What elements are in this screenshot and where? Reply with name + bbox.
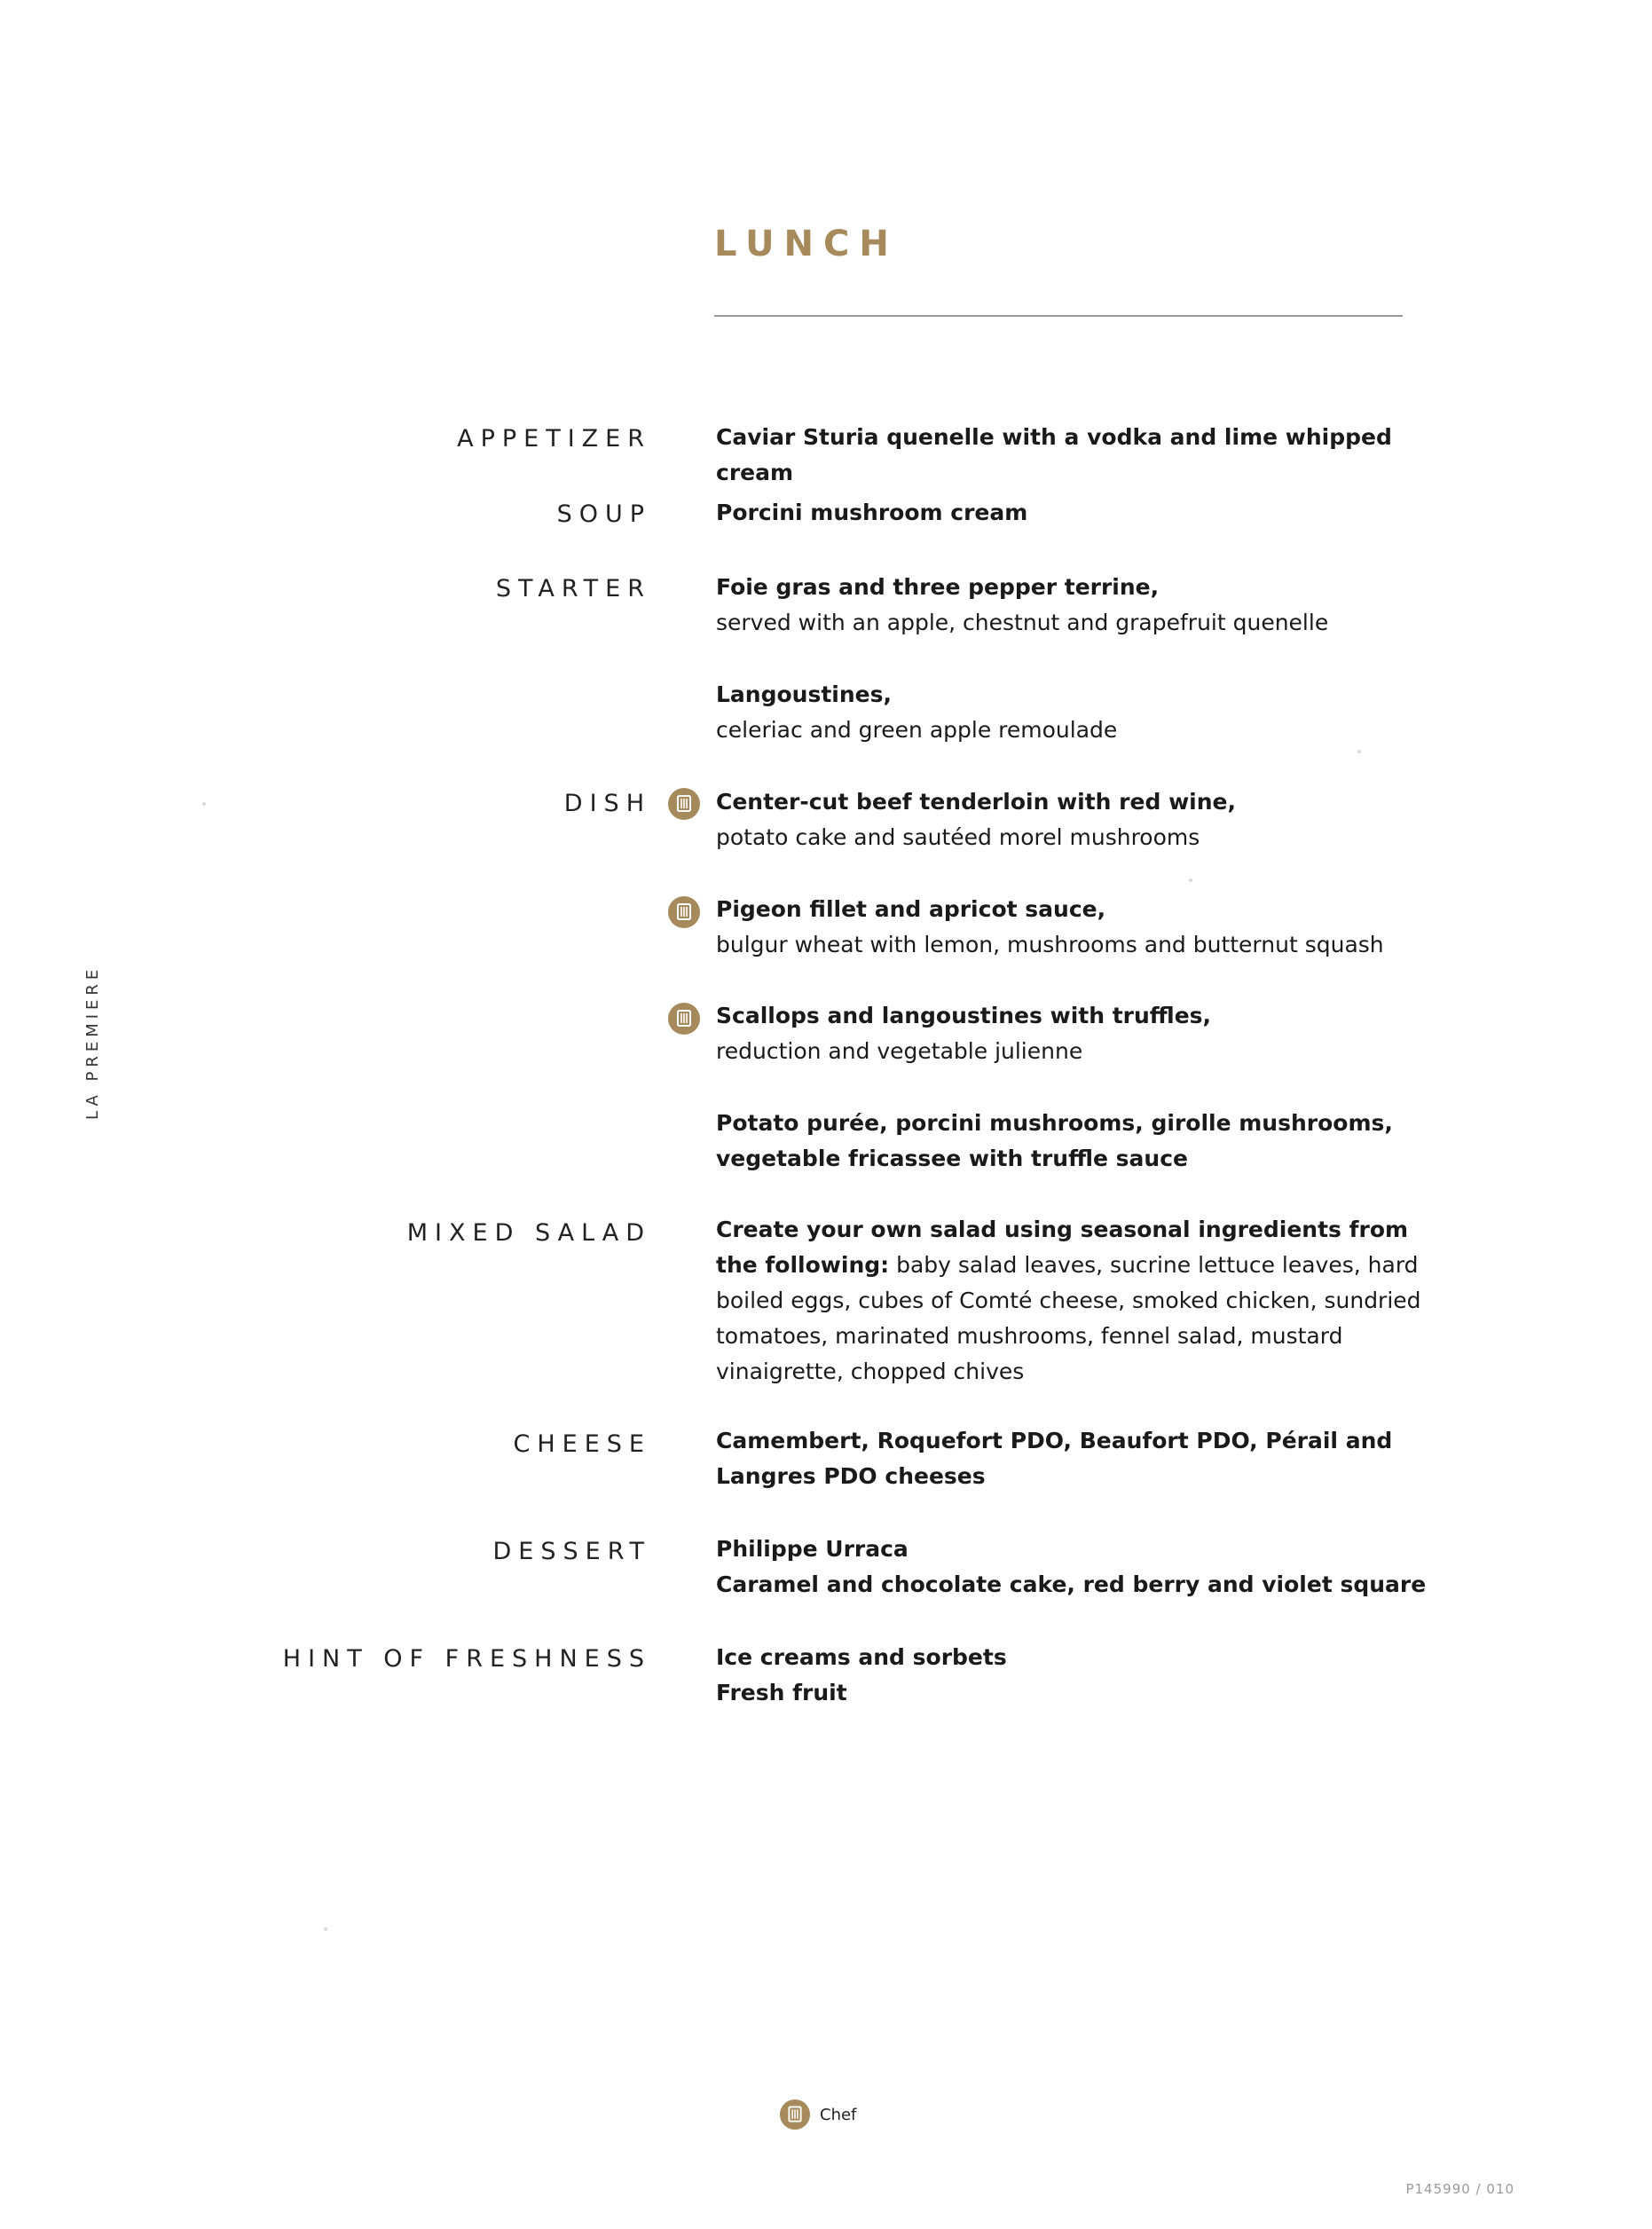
dish-description: bulgur wheat with lemon, mushrooms and butternut squash [716,932,1384,957]
sides-line-2: vegetable fricassee with truffle sauce [716,1146,1188,1171]
reference-code: P145990 / 010 [1405,2181,1514,2197]
menu-item-dish-3 [716,998,1461,1069]
dish-name: Foie gras and three pepper terrine, [716,574,1160,600]
chef-icon [667,895,701,929]
section-label-cheese: CHEESE [513,1430,651,1458]
menu-item-dessert [716,1532,1461,1603]
menu-item-cheese [716,1423,1461,1494]
salad-intro: Create your own salad using seasonal ingredients from the following: [716,1217,1409,1278]
section-label-starter: STARTER [495,575,651,603]
section-label-mixed-salad: MIXED SALAD [406,1219,651,1247]
dessert-name: Caramel and chocolate cake, red berry and violet square [716,1571,1427,1597]
menu-item-mixed-salad [716,1212,1452,1390]
salad-ingredients: baby salad leaves, sucrine lettuce leaves, hard boiled eggs, cubes of Comté cheese, smoked chicken, sundried tomatoes, marinated mushrooms, fennel salad, mustard vinaigrette, chopped chives [716,1252,1421,1384]
dish-description: reduction and vegetable julienne [716,1038,1083,1064]
section-label-hint-of-freshness: HINT OF FRESHNESS [282,1645,651,1673]
menu-item-soup [716,495,1461,531]
freshness-line-2: Fresh fruit [716,1680,847,1705]
freshness-line-1: Ice creams and sorbets [716,1644,1007,1670]
section-label-dish: DISH [563,790,651,817]
scan-speck [324,1927,327,1931]
scan-speck [1189,878,1192,882]
dish-name: Center-cut beef tenderloin with red wine, [716,789,1236,815]
chef-legend [779,2099,856,2131]
dish-description: served with an apple, chestnut and grapefruit quenelle [716,610,1329,635]
page-title: LUNCH [714,224,899,264]
title-divider [714,315,1403,317]
menu-item-starter-2 [716,677,1461,748]
menu-item-dish-2 [716,892,1461,963]
sides-line-1: Potato purée, porcini mushrooms, girolle mushrooms, [716,1110,1393,1136]
dish-name: Porcini mushroom cream [716,500,1028,525]
scan-speck [202,802,206,806]
cheese-line-1: Camembert, Roquefort PDO, Beaufort PDO, Pérail and [716,1428,1393,1453]
dish-name: Scallops and langoustines with truffles, [716,1003,1212,1028]
section-label-dessert: DESSERT [492,1538,651,1565]
menu-item-hint-of-freshness [716,1640,1461,1711]
menu-item-dish-sides [716,1106,1461,1177]
dessert-chef: Philippe Urraca [716,1536,909,1562]
chef-icon [779,2099,811,2131]
chef-icon [667,787,701,821]
dish-name: Caviar Sturia quenelle with a vodka and lime whipped cream [716,424,1392,485]
section-label-soup: SOUP [556,500,651,528]
side-brand-label: LA PREMIERE [83,965,102,1120]
scan-speck [1357,750,1361,753]
menu-item-appetizer [716,420,1461,491]
dish-description: potato cake and sautéed morel mushrooms [716,824,1200,850]
cheese-line-2: Langres PDO cheeses [716,1463,986,1489]
dish-name: Langoustines, [716,681,892,707]
chef-icon [667,1002,701,1036]
section-label-appetizer: APPETIZER [457,425,651,453]
dish-description: celeriac and green apple remoulade [716,717,1118,743]
legend-label: Chef [820,2105,857,2124]
menu-item-dish-1 [716,784,1461,855]
dish-name: Pigeon fillet and apricot sauce, [716,896,1106,922]
menu-item-starter-1 [716,570,1461,641]
